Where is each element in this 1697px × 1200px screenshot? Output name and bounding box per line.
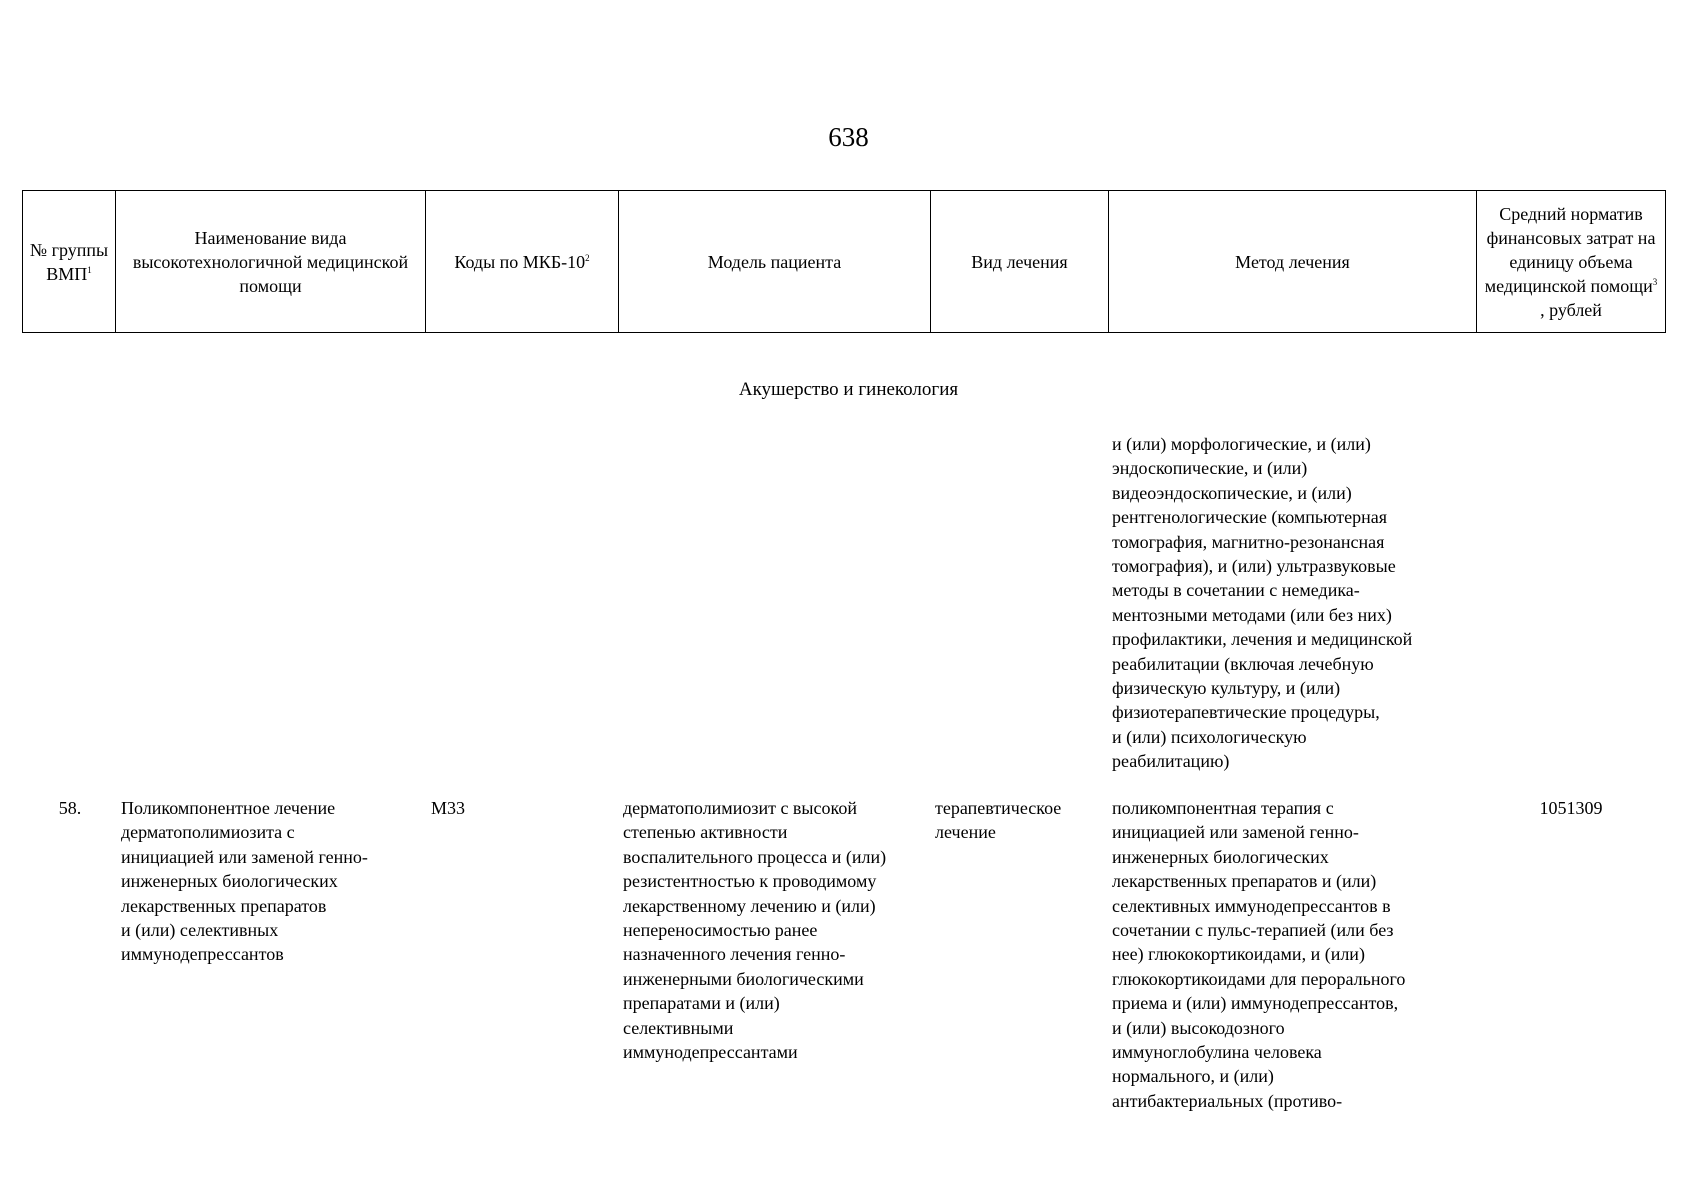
row-treatment-type: терапевтическое лечение	[935, 798, 1062, 843]
table-header	[22, 190, 1666, 333]
header-cost-suffix: , рублей	[1540, 299, 1602, 320]
row-treatment-method: поликомпонентная терапия с инициацией или заменой генно- инженерных биологических лекарственных препаратов и (или) селективных иммунодепрессантов в сочетании с пульс-терапией (или без нее) глюкокортикоидами, и (или) глюкокортикоидами для перорального приема и (или) иммунодепрессантов, и (или) высокодозного иммуноглобулина человека нормального, и (или) антибактериальных (противо-	[1112, 798, 1406, 1111]
section-title: Акушерство и гинекология	[738, 379, 959, 400]
header-cell-cost	[1477, 191, 1666, 333]
header-cell-codes	[426, 191, 619, 333]
footnote-2-marker: 2	[585, 252, 590, 263]
header-cell-method	[1109, 191, 1477, 333]
header-cell-name	[116, 191, 426, 333]
row-code: M33	[431, 798, 466, 818]
header-model-label: Модель пациента	[707, 251, 842, 272]
footnote-3-marker: 3	[1652, 276, 1658, 287]
header-cell-type	[931, 191, 1109, 333]
page-number: 638	[828, 122, 869, 152]
row-cost: 1051309	[1539, 798, 1603, 818]
header-cell-group	[23, 191, 116, 333]
header-cell-model	[619, 191, 931, 333]
continuation-method-cell: и (или) морфологические, и (или) эндоскопические, и (или) видеоэндоскопические, и (или) рентгенологические (компьютерная томография, магнитно-резонансная томография), и (или) ультразвуковые методы в сочетании с немедика- ментозными методами (или без них) профилактики, лечения и медицинской реабилитации (включая лечебную физическую культуру, и (или) физиотерапевтические процедуры, и (или) психологическую реабилитацию)	[1112, 434, 1413, 772]
footnote-1-marker: 1	[87, 264, 92, 275]
header-name-label: Наименование вида высокотехнологичной медицинской помощи	[132, 227, 409, 296]
row-name: Поликомпонентное лечение дерматополимиозита с инициацией или заменой генно- инженерных биологических лекарственных препаратов и (или) селективных иммунодепрессантов	[121, 798, 368, 965]
row-number: 58.	[58, 798, 82, 818]
header-type-label: Вид лечения	[971, 251, 1068, 272]
header-cost-label: Средний норматив финансовых затрат на единицу объема медицинской помощи	[1484, 203, 1656, 296]
row-patient-model: дерматополимиозит с высокой степенью активности воспалительного процесса и (или) резистентностью к проводимому лекарственному лечению и (или) непереносимостью ранее назначенного лечения генно- инженерными биологическими препаратами и (или) селективными иммунодепрессантами	[623, 798, 887, 1063]
header-method-label: Метод лечения	[1235, 251, 1350, 272]
header-group-label: № группы ВМП	[29, 239, 109, 284]
header-codes-label: Коды по МКБ-10	[454, 251, 586, 272]
